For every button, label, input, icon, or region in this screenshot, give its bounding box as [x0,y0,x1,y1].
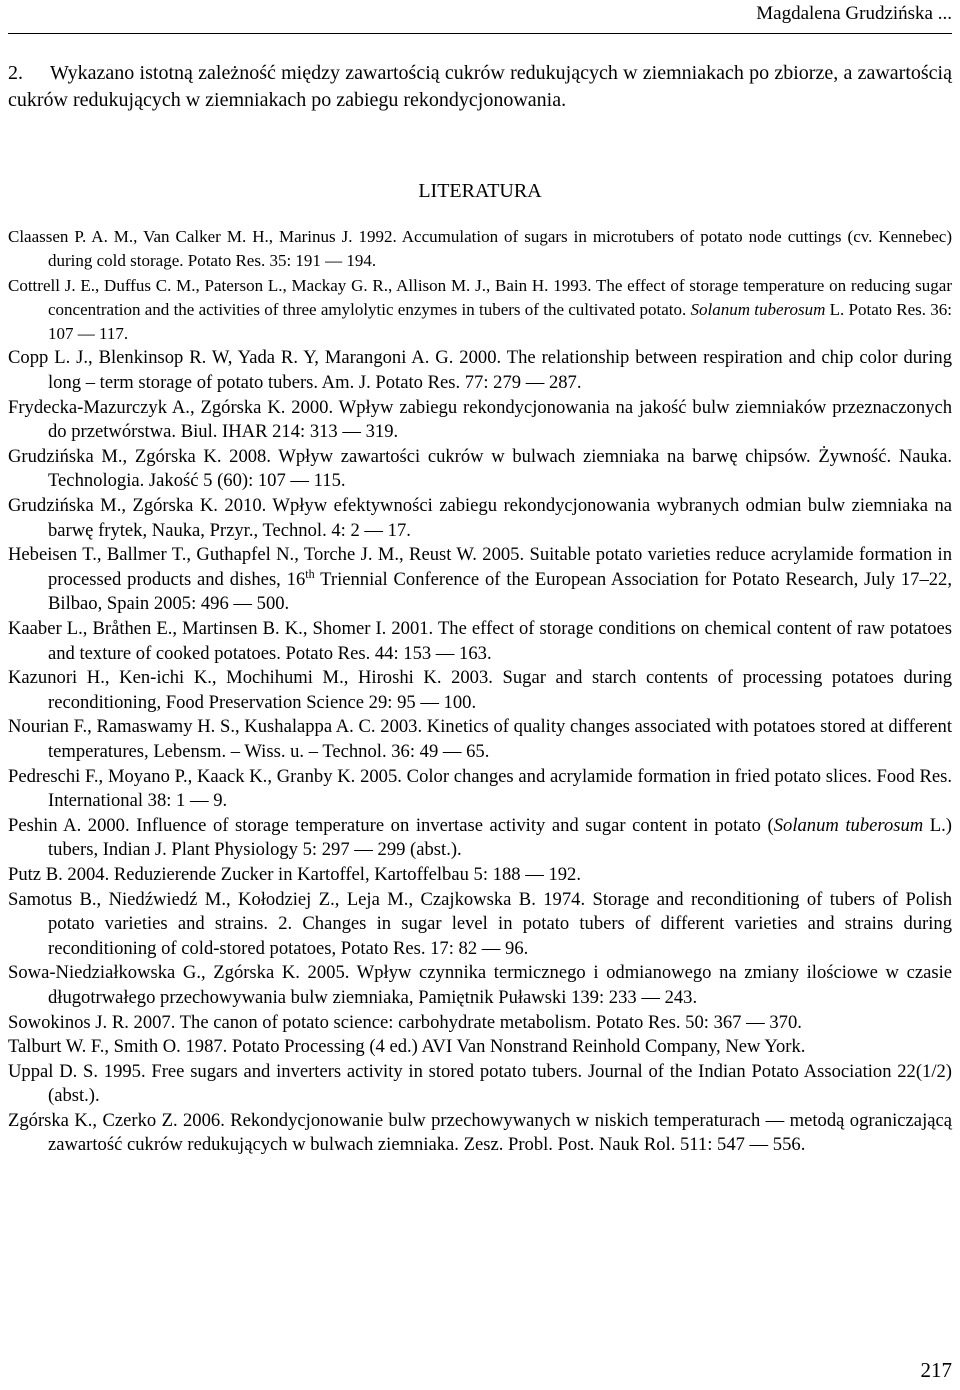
reference-item: Samotus B., Niedźwiedź M., Kołodziej Z., Leja M., Czajkowska B. 1974. Storage and reconditioning of tubers of Polish potato varieties and strains. 2. Changes in sugar level in potato tubers of different varieties and strains during reconditioning of cold-stored potatoes, Potato Res. 17: 82 — 96. [8,888,952,959]
conclusion-item [8,60,952,114]
species-name: Solanum tuberosum [690,299,826,319]
reference-item: Talburt W. F., Smith O. 1987. Potato Processing (4 ed.) AVI Van Nonstrand Reinhold Company, New York. [8,1036,806,1058]
reference-item: Cottrell J. E., Duffus C. M., Paterson L., Mackay G. R., Allison M. J., Bain H. 1993. The effect of storage temperature on reducing sugar concentration and the activities of three amylolytic enzymes in tubers of the cultivated potato. Solanum tuberosum L. Potato Res. 36: 107 — 117. [8,275,952,344]
reference-item: Kazunori H., Ken-ichi K., Mochihumi M., Hiroshi K. 2003. Sugar and starch contents of processing potatoes during reconditioning, Food Preservation Science 29: 95 — 100. [8,667,952,713]
reference-item: Kaaber L., Bråthen E., Martinsen B. K., Shomer I. 2001. The effect of storage conditions on chemical content of raw potatoes and texture of cooked potatoes. Potato Res. 44: 153 — 163. [8,618,952,664]
reference-item: Grudzińska M., Zgórska K. 2010. Wpływ efektywności zabiegu rekondycjonowania wybranych odmian bulw ziemniaka na barwę frytek, Nauka, Przyr., Technol. 4: 2 — 17. [8,495,952,541]
reference-item: Sowa-Niedziałkowska G., Zgórska K. 2005. Wpływ czynnika termicznego i odmianowego na zmiany ilościowe w czasie długotrwałego przechowywania bulw ziemniaka, Pamiętnik Puławski 139: 233 — 243. [8,962,952,1008]
reference-item: Uppal D. S. 1995. Free sugars and inverters activity in stored potato tubers. Journal of the Indian Potato Association 22(1/2) (abst.). [8,1060,952,1107]
reference-item: Grudzińska M., Zgórska K. 2008. Wpływ zawartości cukrów w bulwach ziemniaka na barwę chipsów. Żywność. Nauka. Technologia. Jakość 5 (60): 107 — 115. [8,445,952,492]
reference-item: Copp L. J., Blenkinsop R. W, Yada R. Y, Marangoni A. G. 2000. The relationship between respiration and chip color during long – term storage of potato tubers. Am. J. Potato Res. 77: 279 — 287. [8,347,952,394]
conclusion-number: 2. [8,62,23,84]
reference-list [8,225,952,1158]
species-name: Solanum tuberosum [773,814,924,836]
page-number: 217 [920,1358,952,1382]
reference-item: Frydecka-Mazurczyk A., Zgórska K. 2000. Wpływ zabiegu rekondycjonowania na jakość bulw ziemniaków przeznaczonych do przetwórstwa. Biul. IHAR 214: 313 — 319. [8,396,952,443]
conclusion-text: Wykazano istotną zależność między zawartością cukrów redukujących w ziemniakach po zbiorze, a zawartością cukrów redukujących w ziemniakach po zabiegu rekondycjonowania. [8,62,952,111]
reference-item: Sowokinos J. R. 2007. The canon of potato science: carbohydrate metabolism. Potato Res. 50: 367 — 370. [8,1011,802,1033]
reference-item: Putz B. 2004. Reduzierende Zucker in Kartoffel, Kartoffelbau 5: 188 — 192. [8,863,581,885]
reference-item: Peshin A. 2000. Influence of storage temperature on invertase activity and sugar content in potato (Solanum tuberosum L.) tubers, Indian J. Plant Physiology 5: 297 — 299 (abst.). [8,814,952,861]
reference-item: Claassen P. A. M., Van Calker M. H., Marinus J. 1992. Accumulation of sugars in microtubers of potato node cuttings (cv. Kennebec) during cold storage. Potato Res. 35: 191 — 194. [8,227,952,271]
reference-item: Hebeisen T., Ballmer T., Guthapfel N., Torche J. M., Reust W. 2005. Suitable potato varieties reduce acrylamide formation in processed products and dishes, 16th Triennial Conference of the European Association for Potato Research, July 17–22, Bilbao, Spain 2005: 496 — 500. [8,544,953,615]
reference-item: Nourian F., Ramaswamy H. S., Kushalappa A. C. 2003. Kinetics of quality changes associated with potatoes stored at different temperatures, Lebensm. – Wiss. u. – Technol. 36: 49 — 65. [8,716,952,762]
header-divider [8,33,952,34]
reference-item: Pedreschi F., Moyano P., Kaack K., Granby K. 2005. Color changes and acrylamide formation in fried potato slices. Food Res. International 38: 1 — 9. [8,765,952,812]
running-header: Magdalena Grudzińska ... [756,3,952,24]
section-title: LITERATURA [418,180,542,202]
reference-item: Zgórska K., Czerko Z. 2006. Rekondycjonowanie bulw przechowywanych w niskich temperaturach — metodą ograniczającą zawartość cukrów redukujących w bulwach ziemniaka. Zesz. Probl. Post. Nauk Rol. 511: 547 — 556. [8,1109,952,1156]
